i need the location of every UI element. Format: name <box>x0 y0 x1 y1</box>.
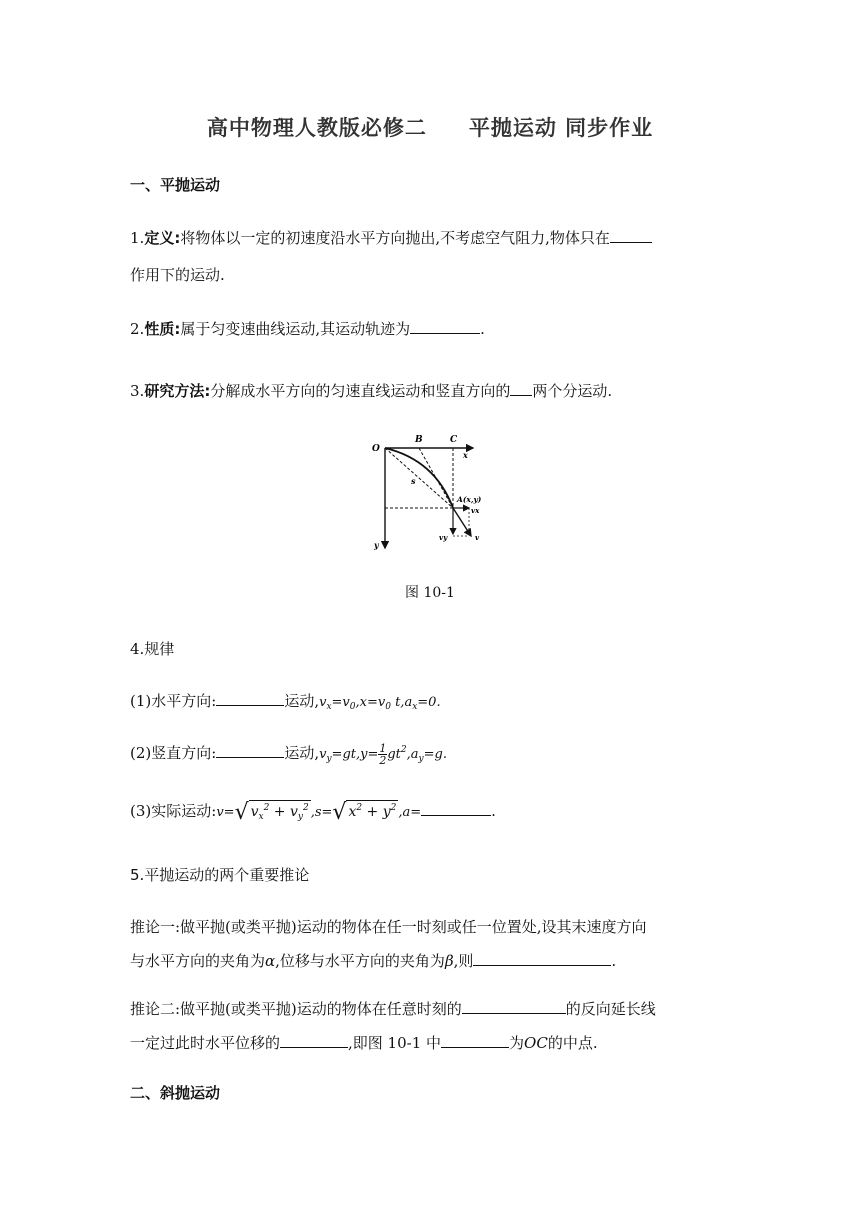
alpha-symbol: α <box>265 952 276 970</box>
rule-actual <box>130 800 496 825</box>
item-3-bold: 研究方法: <box>144 382 211 400</box>
c2-text-c: 一定过此时水平位移的 <box>130 1034 281 1052</box>
item-3-method <box>130 380 612 401</box>
corollary-2-line1 <box>130 998 656 1019</box>
label-o: O <box>372 444 380 454</box>
projectile-diagram <box>365 430 505 555</box>
c1-end: . <box>611 952 617 970</box>
v-arrow <box>453 508 471 536</box>
label-v: v <box>475 533 480 542</box>
label-vy: vy <box>439 533 448 542</box>
item-4-heading: 4.规律 <box>130 640 175 658</box>
rule-actual-formula: v=√ $v_x^2 + v_y^2$ ,s=√ $x^2 + y^2$ ,a= <box>216 800 422 825</box>
item-1-text: 将物体以一定的初速度沿水平方向抛出,不考虑空气阻力,物体只在 <box>180 229 610 247</box>
displacement-line <box>385 448 453 508</box>
page-title <box>0 112 860 142</box>
section-heading-2: 二、斜抛运动 <box>130 1084 221 1102</box>
item-3-end: 两个分运动. <box>532 382 613 400</box>
rule-horizontal <box>130 690 441 712</box>
blank-midpoint[interactable] <box>280 1033 348 1048</box>
label-a: A(x,y) <box>457 495 482 504</box>
rule-actual-end: . <box>491 802 496 820</box>
label-x: x <box>463 450 468 460</box>
corollary-1-line1: 推论一:做平抛(或类平抛)运动的物体在任一时刻或任一位置处,设其末速度方向 <box>130 918 647 936</box>
item-2-bold: 性质: <box>144 320 181 338</box>
corollary-1-line2 <box>130 950 616 971</box>
blank-vertical-motion[interactable] <box>510 381 532 396</box>
c2-text-f: 的中点. <box>547 1034 598 1052</box>
label-b: B <box>415 435 423 445</box>
item-5-heading: 5.平抛运动的两个重要推论 <box>130 866 310 884</box>
rule-horizontal-mid: 运动, <box>284 692 320 710</box>
blank-horizontal-motion[interactable] <box>216 691 284 706</box>
oc-symbol: OC <box>524 1034 548 1052</box>
title-left: 高中物理人教版必修二 <box>206 116 427 140</box>
item-2-end: . <box>480 320 485 338</box>
label-c: C <box>450 435 458 445</box>
rule-horizontal-prefix: (1)水平方向: <box>130 692 217 710</box>
blank-acceleration[interactable] <box>421 801 491 816</box>
rule-horizontal-formula: $v_x=v_0,x=v_0$ $t,a_x=0$. <box>319 695 441 712</box>
c1-text-c: ,则 <box>453 952 474 970</box>
blank-force[interactable] <box>610 228 652 243</box>
figure-caption: 图 10-1 <box>405 585 455 601</box>
title-right: 平抛运动 同步作业 <box>468 116 654 140</box>
item-1-bold: 定义: <box>144 229 181 247</box>
blank-velocity-direction[interactable] <box>462 999 566 1014</box>
c2-text-a: 推论二:做平抛(或类平抛)运动的物体在任意时刻的 <box>130 1000 462 1018</box>
c2-text-b: 的反向延长线 <box>565 1000 656 1018</box>
c2-text-d: ,即图 10-1 中 <box>348 1034 442 1052</box>
rule-vertical-mid: 运动, <box>284 744 320 762</box>
blank-trajectory[interactable] <box>410 319 480 334</box>
item-2-number: 2. <box>130 320 145 338</box>
c2-text-e: 为 <box>509 1034 525 1052</box>
corollary-2-line2 <box>130 1032 598 1053</box>
item-3-number: 3. <box>130 382 145 400</box>
rule-vertical <box>130 742 447 766</box>
blank-vertical-type[interactable] <box>216 743 284 758</box>
label-y: y <box>374 540 379 550</box>
item-1-line2: 作用下的运动. <box>130 266 225 284</box>
item-1-definition <box>130 227 652 248</box>
section-heading-1: 一、平抛运动 <box>130 176 221 194</box>
label-vx: vx <box>471 506 480 515</box>
c1-text-b: ,位移与水平方向的夹角为 <box>275 952 445 970</box>
label-s: s <box>411 476 416 486</box>
beta-symbol: β <box>444 952 454 970</box>
item-2-property <box>130 318 485 339</box>
blank-angle-relation[interactable] <box>473 951 611 966</box>
rule-vertical-formula: $v_y=gt,y=$ $\frac{1}{2}$ $gt^2,a_y=g$. <box>319 742 447 767</box>
item-3-text: 分解成水平方向的匀速直线运动和竖直方向的 <box>210 382 511 400</box>
rule-vertical-prefix: (2)竖直方向: <box>130 744 217 762</box>
blank-point[interactable] <box>441 1033 509 1048</box>
rule-actual-prefix: (3)实际运动: <box>130 802 217 820</box>
item-2-text: 属于匀变速曲线运动,其运动轨迹为 <box>180 320 411 338</box>
item-1-number: 1. <box>130 229 145 247</box>
c1-text-a: 与水平方向的夹角为 <box>130 952 266 970</box>
